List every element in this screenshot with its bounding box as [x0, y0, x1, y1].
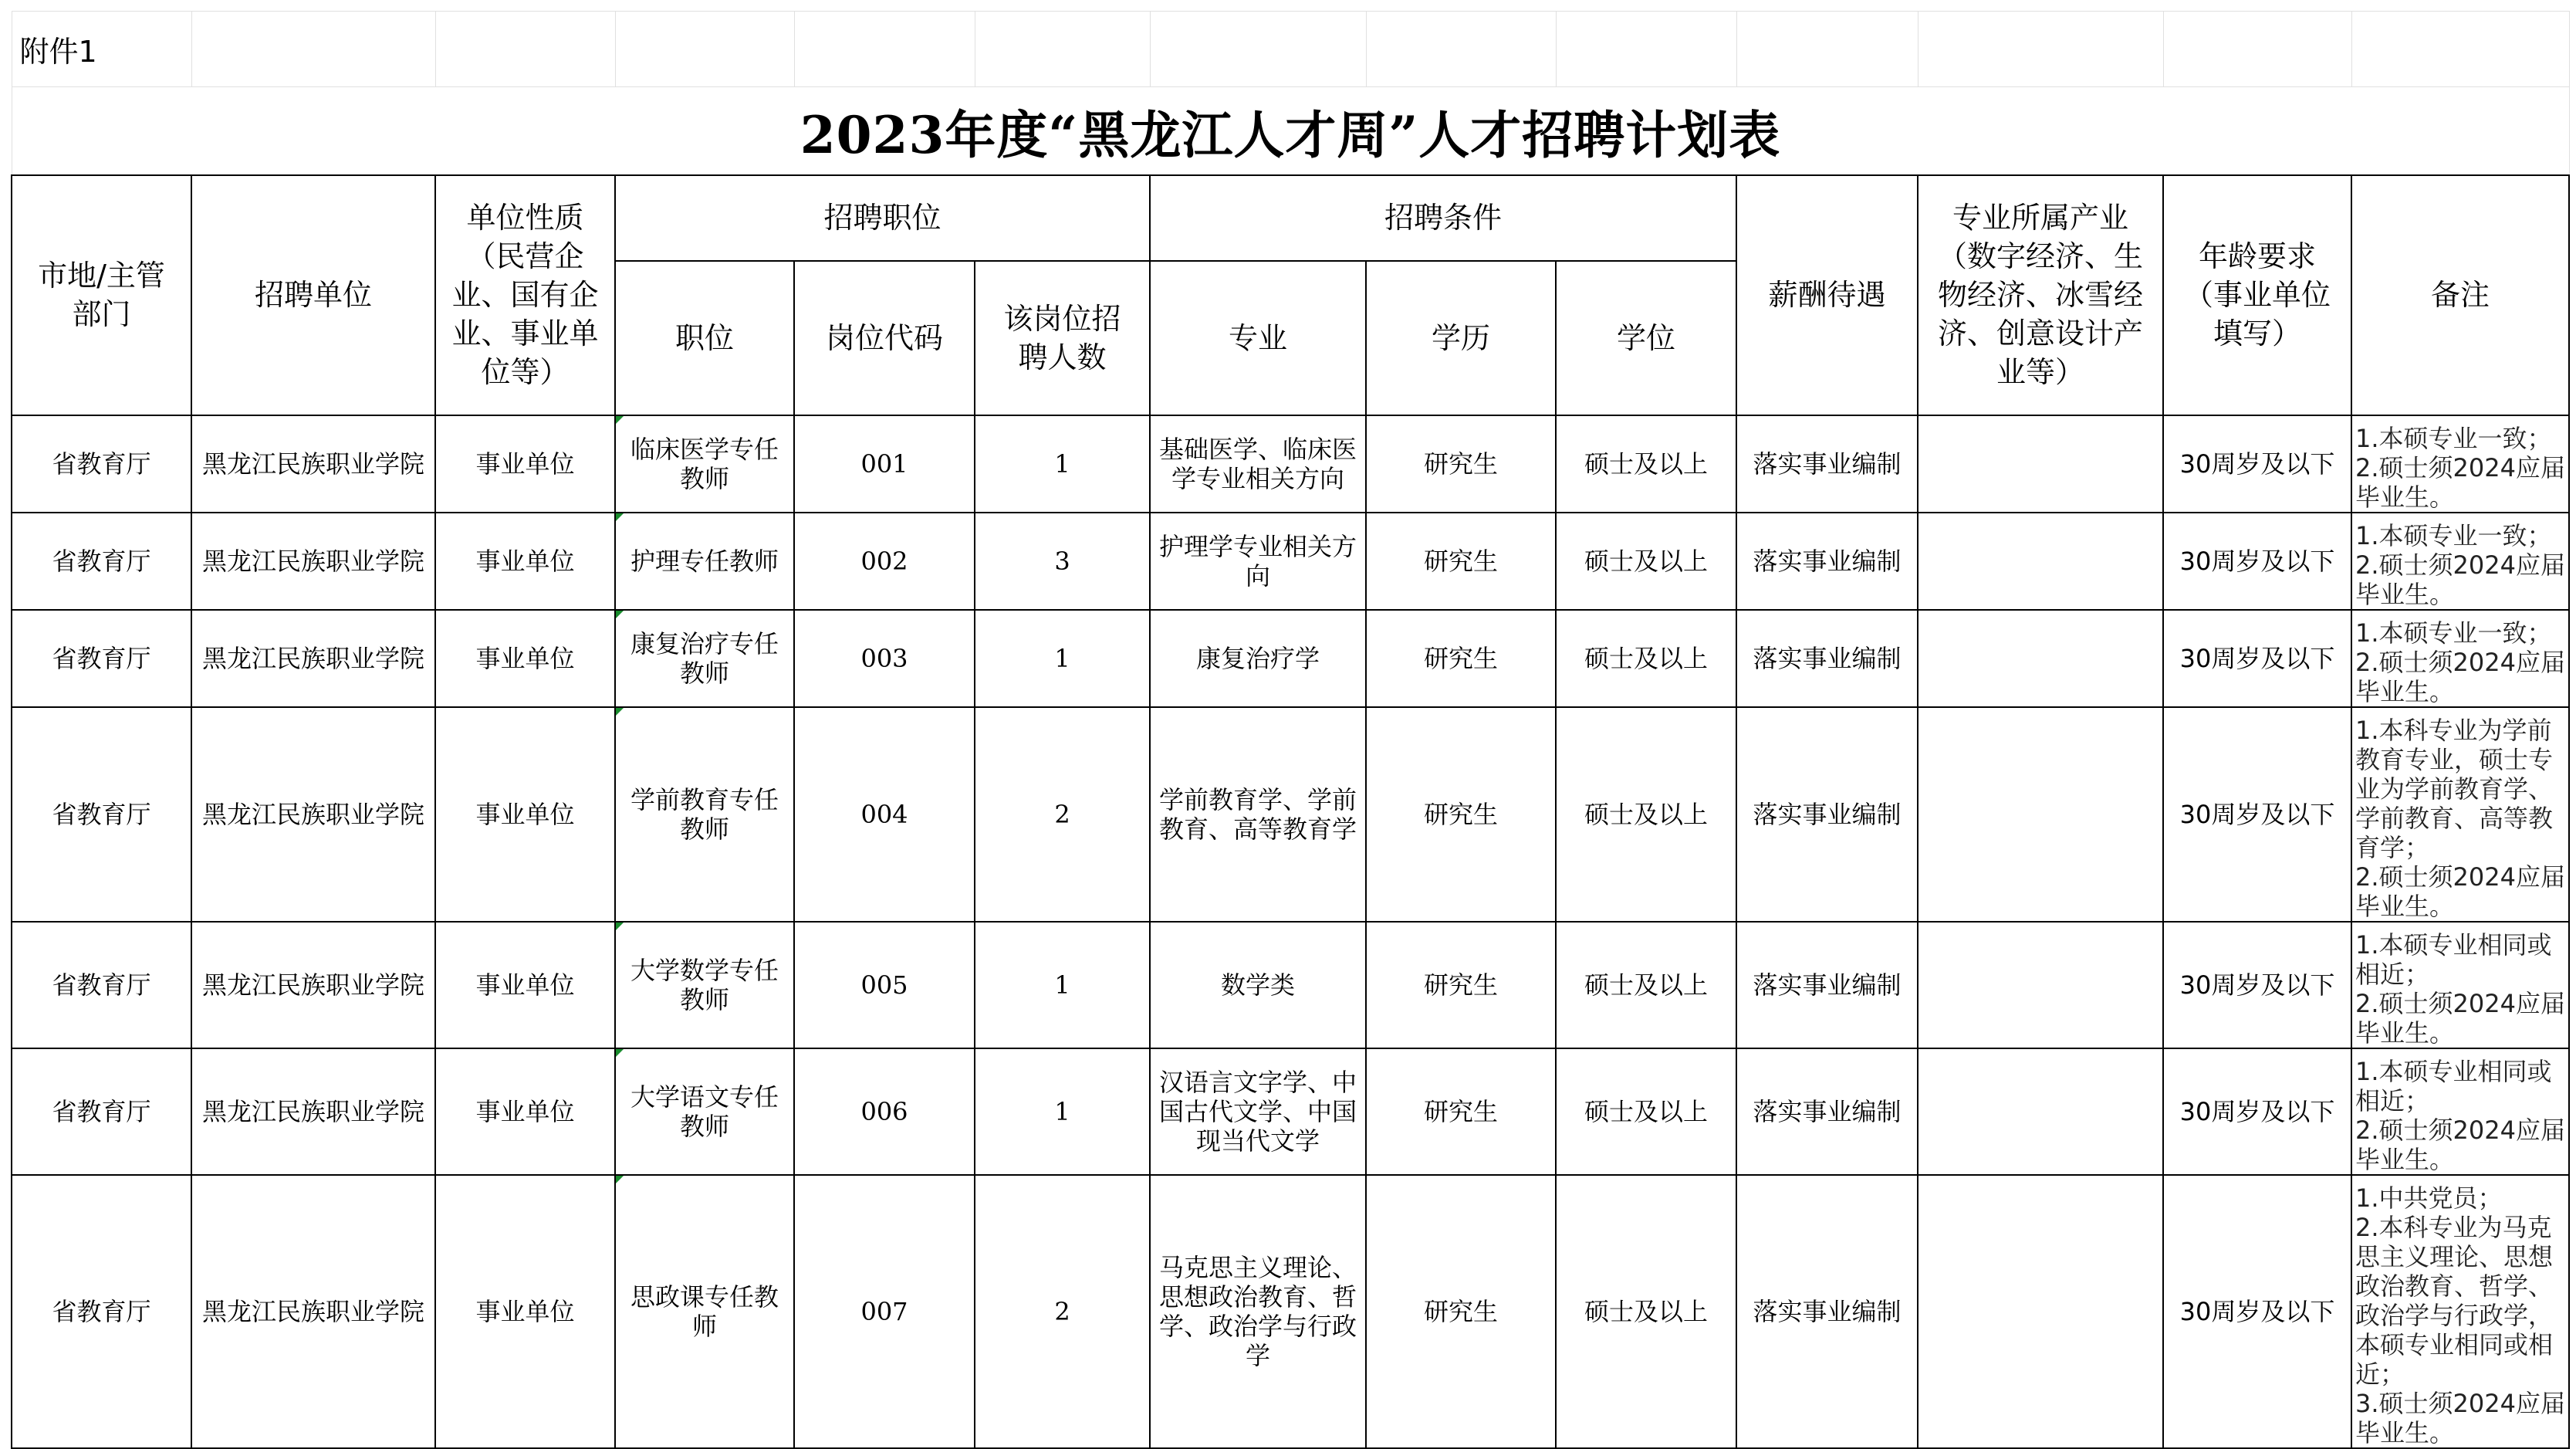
remark-line: 2.本科专业为马克思主义理论、思想政治教育、哲学、政治学与行政学，本硕专业相同或相近；	[2355, 1212, 2554, 1389]
remark-line: 2.硕士须2024应届毕业生。	[2355, 1115, 2565, 1174]
cell-code: 003	[794, 610, 975, 707]
cell-remark	[2351, 610, 2569, 707]
cell-degree: 硕士及以上	[1556, 1048, 1736, 1175]
cell-industry	[1918, 610, 2163, 707]
cell-remark	[2351, 415, 2569, 513]
cell-position: 大学数学专任教师	[615, 922, 794, 1048]
cell-dept: 省教育厅	[12, 513, 191, 610]
cell-salary: 落实事业编制	[1736, 415, 1918, 513]
cell-marker-icon	[616, 1176, 624, 1183]
cell-major: 康复治疗学	[1150, 610, 1366, 707]
cell-degree: 硕士及以上	[1556, 707, 1736, 922]
remark-line: 1.本硕专业一致；	[2355, 618, 2552, 648]
remark-line: 1.本硕专业一致；	[2355, 520, 2552, 550]
cell-industry	[1918, 707, 2163, 922]
cell-marker-icon	[616, 513, 624, 521]
header-degree: 学位	[1556, 261, 1736, 415]
header-city-dept: 市地/主管部门	[12, 175, 191, 415]
cell-industry	[1918, 1175, 2163, 1448]
header-nature: 单位性质（民营企业、国有企业、事业单位等）	[435, 175, 615, 415]
table-row	[12, 513, 2569, 610]
cell-nature: 事业单位	[435, 922, 615, 1048]
cell-remark	[2351, 707, 2569, 922]
header-position-group: 招聘职位	[615, 175, 1150, 261]
cell-unit: 黑龙江民族职业学院	[191, 513, 435, 610]
table-title: 2023年度“黑龙江人才周”人才招聘计划表	[12, 87, 2569, 175]
cell-age: 30周岁及以下	[2163, 610, 2351, 707]
cell-age: 30周岁及以下	[2163, 1048, 2351, 1175]
cell-code: 001	[794, 415, 975, 513]
cell-degree: 硕士及以上	[1556, 1175, 1736, 1448]
cell-major: 护理学专业相关方向	[1150, 513, 1366, 610]
cell-major: 数学类	[1150, 922, 1366, 1048]
remark-line: 2.硕士须2024应届毕业生。	[2355, 862, 2565, 921]
cell-position: 临床医学专任教师	[615, 415, 794, 513]
cell-position: 护理专任教师	[615, 513, 794, 610]
cell-salary: 落实事业编制	[1736, 610, 1918, 707]
header-count: 该岗位招聘人数	[975, 261, 1150, 415]
cell-count: 2	[975, 707, 1150, 922]
table-row	[12, 922, 2569, 1048]
cell-education: 研究生	[1366, 1175, 1556, 1448]
cell-count: 1	[975, 1048, 1150, 1175]
cell-age: 30周岁及以下	[2163, 1175, 2351, 1448]
cell-count: 1	[975, 610, 1150, 707]
cell-unit: 黑龙江民族职业学院	[191, 610, 435, 707]
cell-education: 研究生	[1366, 1048, 1556, 1175]
cell-dept: 省教育厅	[12, 610, 191, 707]
cell-industry	[1918, 1048, 2163, 1175]
remark-line: 2.硕士须2024应届毕业生。	[2355, 550, 2565, 609]
cell-dept: 省教育厅	[12, 707, 191, 922]
cell-position: 学前教育专任教师	[615, 707, 794, 922]
header-conditions-group: 招聘条件	[1150, 175, 1736, 261]
cell-nature: 事业单位	[435, 610, 615, 707]
table-row	[12, 707, 2569, 922]
cell-education: 研究生	[1366, 922, 1556, 1048]
cell-marker-icon	[616, 611, 624, 618]
remark-line: 2.硕士须2024应届毕业生。	[2355, 452, 2565, 512]
cell-education: 研究生	[1366, 513, 1556, 610]
cell-industry	[1918, 415, 2163, 513]
remark-line: 1.本硕专业一致；	[2355, 423, 2552, 453]
cell-position: 大学语文专任教师	[615, 1048, 794, 1175]
cell-unit: 黑龙江民族职业学院	[191, 707, 435, 922]
cell-education: 研究生	[1366, 610, 1556, 707]
cell-degree: 硕士及以上	[1556, 513, 1736, 610]
cell-code: 002	[794, 513, 975, 610]
cell-dept: 省教育厅	[12, 1048, 191, 1175]
cell-major: 马克思主义理论、思想政治教育、哲学、政治学与行政学	[1150, 1175, 1366, 1448]
cell-nature: 事业单位	[435, 415, 615, 513]
cell-major: 汉语言文字学、中国古代文学、中国现当代文学	[1150, 1048, 1366, 1175]
cell-remark	[2351, 922, 2569, 1048]
cell-salary: 落实事业编制	[1736, 1048, 1918, 1175]
cell-unit: 黑龙江民族职业学院	[191, 415, 435, 513]
cell-unit: 黑龙江民族职业学院	[191, 1048, 435, 1175]
header-education: 学历	[1366, 261, 1556, 415]
cell-marker-icon	[616, 708, 624, 716]
header-remark: 备注	[2351, 175, 2569, 415]
cell-marker-icon	[616, 923, 624, 930]
attachment-label: 附件1	[12, 12, 191, 87]
cell-position: 思政课专任教师	[615, 1175, 794, 1448]
cell-salary: 落实事业编制	[1736, 707, 1918, 922]
cell-salary: 落实事业编制	[1736, 1175, 1918, 1448]
header-major: 专业	[1150, 261, 1366, 415]
cell-salary: 落实事业编制	[1736, 513, 1918, 610]
table-row	[12, 415, 2569, 513]
cell-unit: 黑龙江民族职业学院	[191, 1175, 435, 1448]
remark-line: 2.硕士须2024应届毕业生。	[2355, 988, 2565, 1048]
recruitment-sheet	[11, 11, 2568, 1449]
remark-line: 1.中共党员；	[2355, 1183, 2503, 1213]
cell-major: 基础医学、临床医学专业相关方向	[1150, 415, 1366, 513]
cell-dept: 省教育厅	[12, 415, 191, 513]
cell-marker-icon	[616, 1049, 624, 1057]
cell-industry	[1918, 922, 2163, 1048]
remark-line: 3.硕士须2024应届毕业生。	[2355, 1388, 2565, 1447]
cell-marker-icon	[616, 416, 624, 424]
cell-code: 004	[794, 707, 975, 922]
cell-nature: 事业单位	[435, 513, 615, 610]
cell-position: 康复治疗专任教师	[615, 610, 794, 707]
cell-count: 2	[975, 1175, 1150, 1448]
table-row	[12, 1175, 2569, 1448]
cell-age: 30周岁及以下	[2163, 922, 2351, 1048]
cell-remark	[2351, 1175, 2569, 1448]
cell-dept: 省教育厅	[12, 1175, 191, 1448]
cell-nature: 事业单位	[435, 1175, 615, 1448]
cell-degree: 硕士及以上	[1556, 415, 1736, 513]
cell-dept: 省教育厅	[12, 922, 191, 1048]
cell-age: 30周岁及以下	[2163, 415, 2351, 513]
cell-count: 1	[975, 415, 1150, 513]
cell-education: 研究生	[1366, 707, 1556, 922]
header-age: 年龄要求（事业单位填写）	[2163, 175, 2351, 415]
cell-major: 学前教育学、学前教育、高等教育学	[1150, 707, 1366, 922]
cell-nature: 事业单位	[435, 1048, 615, 1175]
cell-industry	[1918, 513, 2163, 610]
header-unit: 招聘单位	[191, 175, 435, 415]
cell-age: 30周岁及以下	[2163, 707, 2351, 922]
cell-salary: 落实事业编制	[1736, 922, 1918, 1048]
cell-unit: 黑龙江民族职业学院	[191, 922, 435, 1048]
table-row	[12, 1048, 2569, 1175]
header-position: 职位	[615, 261, 794, 415]
cell-code: 007	[794, 1175, 975, 1448]
remark-line: 1.本硕专业相同或相近；	[2355, 1056, 2552, 1116]
cell-count: 1	[975, 922, 1150, 1048]
table-row	[12, 610, 2569, 707]
header-code: 岗位代码	[794, 261, 975, 415]
cell-remark	[2351, 513, 2569, 610]
header-salary: 薪酬待遇	[1736, 175, 1918, 415]
cell-nature: 事业单位	[435, 707, 615, 922]
cell-code: 005	[794, 922, 975, 1048]
remark-line: 2.硕士须2024应届毕业生。	[2355, 647, 2565, 706]
cell-education: 研究生	[1366, 415, 1556, 513]
cell-degree: 硕士及以上	[1556, 610, 1736, 707]
header-industry: 专业所属产业（数字经济、生物经济、冰雪经济、创意设计产业等）	[1918, 175, 2163, 415]
cell-age: 30周岁及以下	[2163, 513, 2351, 610]
cell-code: 006	[794, 1048, 975, 1175]
remark-line: 1.本科专业为学前教育专业，硕士专业为学前教育学、学前教育、高等教育学；	[2355, 715, 2554, 862]
remark-line: 1.本硕专业相同或相近；	[2355, 929, 2552, 989]
cell-remark	[2351, 1048, 2569, 1175]
cell-count: 3	[975, 513, 1150, 610]
cell-degree: 硕士及以上	[1556, 922, 1736, 1048]
recruitment-table	[11, 11, 2570, 1449]
